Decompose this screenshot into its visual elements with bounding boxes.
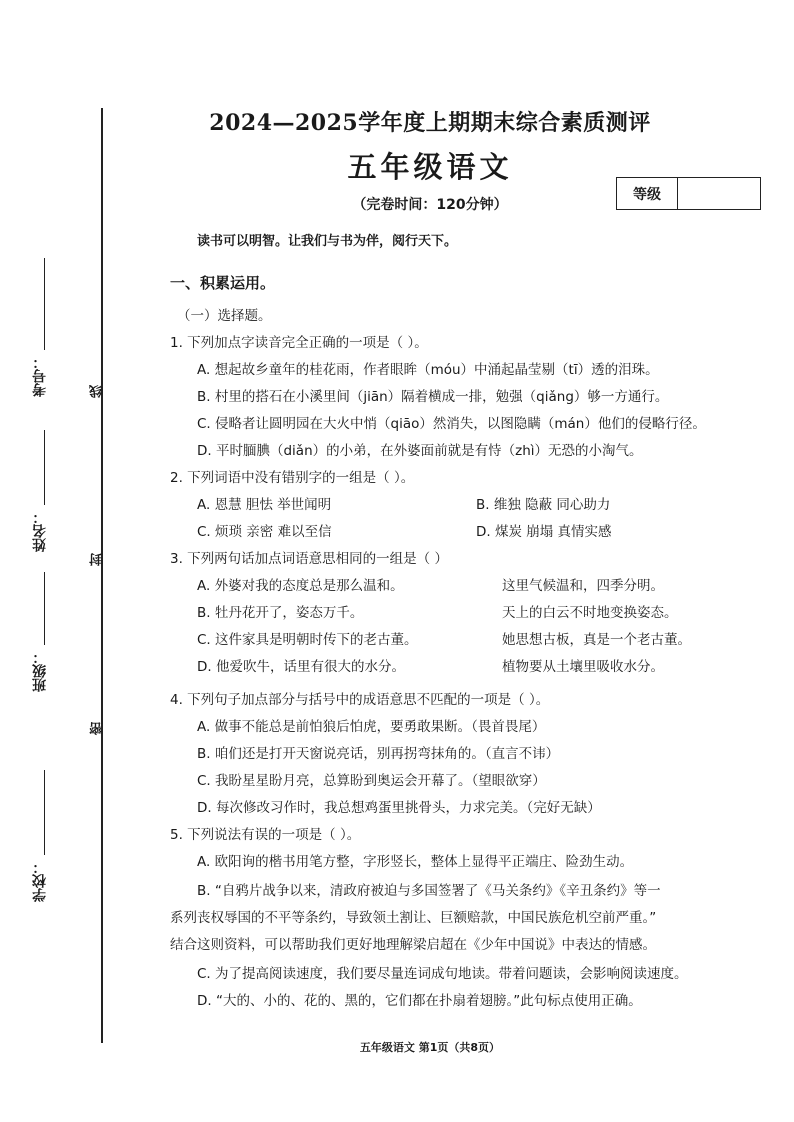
name-label: 姓名：: [32, 510, 48, 552]
binding-line: [101, 108, 103, 1043]
class-blank[interactable]: [44, 572, 45, 645]
q2-option-b: B. 维独 隐蔽 同心助力: [476, 497, 611, 513]
q3-option-a-left: A. 外婆对我的态度总是那么温和。: [197, 578, 404, 594]
q3-option-c-right: 她思想古板，真是一个老古董。: [502, 632, 691, 648]
class-label: 班级：: [32, 650, 48, 692]
seal-mark-line: 线: [90, 385, 105, 398]
q3-option-b-right: 天上的白云不时地变换姿态。: [502, 605, 678, 621]
seal-mark-seal: 封: [90, 553, 105, 566]
q3-option-d-right: 植物要从土壤里吸收水分。: [502, 659, 664, 675]
grade-input[interactable]: [678, 178, 760, 209]
q2-option-c: C. 烦琐 亲密 难以至信: [197, 524, 332, 540]
q2-option-d: D. 煤炭 崩塌 真情实感: [476, 524, 612, 540]
q3-stem: 3. 下列两句话加点词语意思相同的一组是（ ）: [170, 551, 448, 567]
section-heading: 一、积累运用。: [170, 274, 276, 292]
q3-option-c-left: C. 这件家具是明朝时传下的老古董。: [197, 632, 418, 648]
q5-stem: 5. 下列说法有误的一项是（ ）。: [170, 827, 361, 843]
q1-option-b: B. 村里的搭石在小溪里间（jiān）隔着横成一排，勉强（qiǎng）够一方通行。: [197, 389, 669, 405]
q2-option-a: A. 恩慧 胆怯 举世闻明: [197, 497, 332, 513]
q5-option-b-line1: B. “自鸦片战争以来，清政府被迫与多国签署了《马关条约》《辛丑条约》等一: [197, 883, 661, 899]
time-note: （完卷时间：120分钟）: [352, 197, 508, 213]
school-label: 学校：: [32, 860, 48, 902]
q1-option-c: C. 侵略者让圆明园在大火中悄（qiāo）然消失，以图隐瞒（mán）他们的侵略行径。: [197, 416, 706, 432]
motto: 读书可以明智。让我们与书为伴，阅行天下。: [197, 234, 458, 249]
exam-no-blank[interactable]: [44, 258, 45, 350]
subject-title: 五年级语文: [347, 150, 513, 184]
q1-stem: 1. 下列加点字读音完全正确的一项是（ ）。: [170, 335, 428, 351]
q3-option-b-left: B. 牡丹花开了，姿态万千。: [197, 605, 364, 621]
q5-option-a: A. 欧阳询的楷书用笔方整，字形竖长，整体上显得平正端庄、险劲生动。: [197, 854, 634, 870]
q3-option-d-left: D. 他爱吹牛，话里有很大的水分。: [197, 659, 405, 675]
q3-option-a-right: 这里气候温和，四季分明。: [502, 578, 664, 594]
grade-label: 等级: [617, 178, 678, 209]
q1-option-a: A. 想起故乡童年的桂花雨，作者眼眸（móu）中涌起晶莹剔（tī）透的泪珠。: [197, 362, 659, 378]
exam-no-label: 考号：: [32, 355, 48, 397]
seal-mark-secret: 密: [90, 722, 105, 735]
q1-option-d: D. 平时腼腆（diǎn）的小弟，在外婆面前就是有恃（zhì）无恐的小淘气。: [197, 443, 643, 459]
q4-option-a: A. 做事不能总是前怕狼后怕虎，要勇敢果断。（畏首畏尾）: [197, 719, 546, 735]
page-footer: 五年级语文 第1页（共8页）: [359, 1041, 501, 1054]
exam-title: 2024—2025学年度上期期末综合素质测评: [209, 110, 651, 136]
grade-box: [616, 177, 761, 210]
q5-option-c: C. 为了提高阅读速度，我们要尽量连词成句地读。带着问题读，会影响阅读速度。: [197, 966, 688, 982]
name-blank[interactable]: [44, 430, 45, 505]
q4-stem: 4. 下列句子加点部分与括号中的成语意思不匹配的一项是（ ）。: [170, 692, 550, 708]
q4-option-c: C. 我盼星星盼月亮，总算盼到奥运会开幕了。（望眼欲穿）: [197, 773, 546, 789]
q4-option-d: D. 每次修改习作时，我总想鸡蛋里挑骨头，力求完美。（完好无缺）: [197, 800, 601, 816]
school-blank[interactable]: [44, 770, 45, 855]
q2-stem: 2. 下列词语中没有错别字的一组是（ ）。: [170, 470, 415, 486]
subsection-heading: （一）选择题。: [177, 308, 272, 324]
q5-option-b-line3: 结合这则资料，可以帮助我们更好地理解梁启超在《少年中国说》中表达的情感。: [170, 937, 656, 953]
q4-option-b: B. 咱们还是打开天窗说亮话，别再拐弯抹角的。（直言不讳）: [197, 746, 560, 762]
q5-option-b-line2: 系列丧权辱国的不平等条约，导致领土割让、巨额赔款，中国民族危机空前严重。”: [170, 910, 657, 926]
q5-option-d: D. “大的、小的、花的、黑的，它们都在扑扇着翅膀。”此句标点使用正确。: [197, 993, 642, 1009]
